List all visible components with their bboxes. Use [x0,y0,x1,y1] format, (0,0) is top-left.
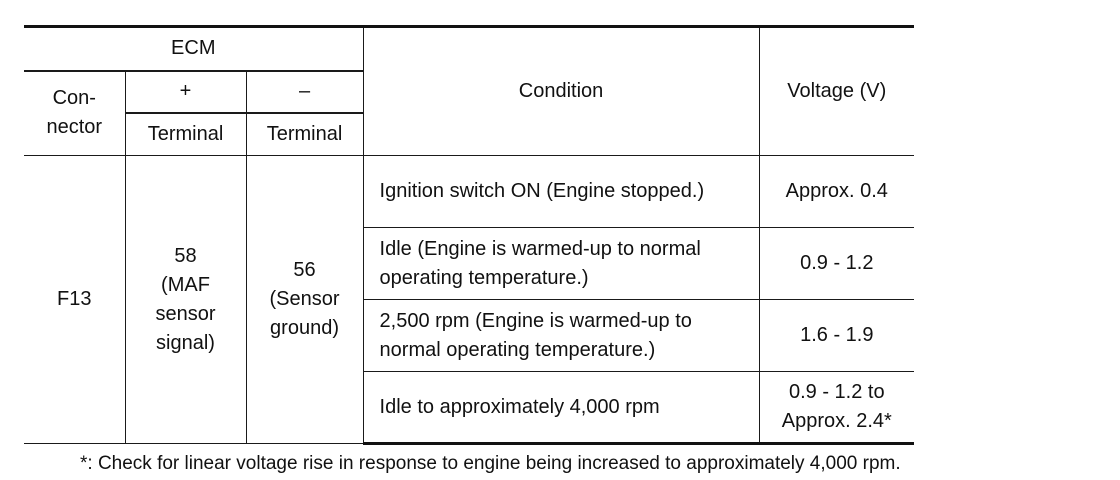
condition-cell: 2,500 rpm (Engine is warmed-up to normal operating temperature.) [363,300,759,372]
header-voltage: Voltage (V) [759,27,914,156]
header-terminal-plus: Terminal [125,113,246,156]
condition-cell: Ignition switch ON (Engine stopped.) [363,156,759,228]
connector-value: F13 [24,156,125,444]
voltage-cell: 1.6 - 1.9 [759,300,914,372]
header-ecm: ECM [24,27,363,71]
table-row [24,156,914,228]
terminal-plus-value: 58 (MAF sensor signal) [125,156,246,444]
header-minus: – [246,71,363,113]
condition-cell: Idle (Engine is warmed-up to normal operating temperature.) [363,228,759,300]
footnote: *: Check for linear voltage rise in response to engine being increased to approximately 4,000 rpm. [80,453,901,474]
terminal-minus-value: 56 (Sensor ground) [246,156,363,444]
condition-cell: Idle to approximately 4,000 rpm [363,372,759,444]
header-plus: + [125,71,246,113]
voltage-cell: 0.9 - 1.2 [759,228,914,300]
voltage-cell: Approx. 0.4 [759,156,914,228]
header-row-ecm [24,27,914,71]
ecm-voltage-table [24,25,914,445]
header-condition: Condition [363,27,759,156]
voltage-cell: 0.9 - 1.2 to Approx. 2.4* [759,372,914,444]
header-connector: Con- nector [24,71,125,156]
header-terminal-minus: Terminal [246,113,363,156]
